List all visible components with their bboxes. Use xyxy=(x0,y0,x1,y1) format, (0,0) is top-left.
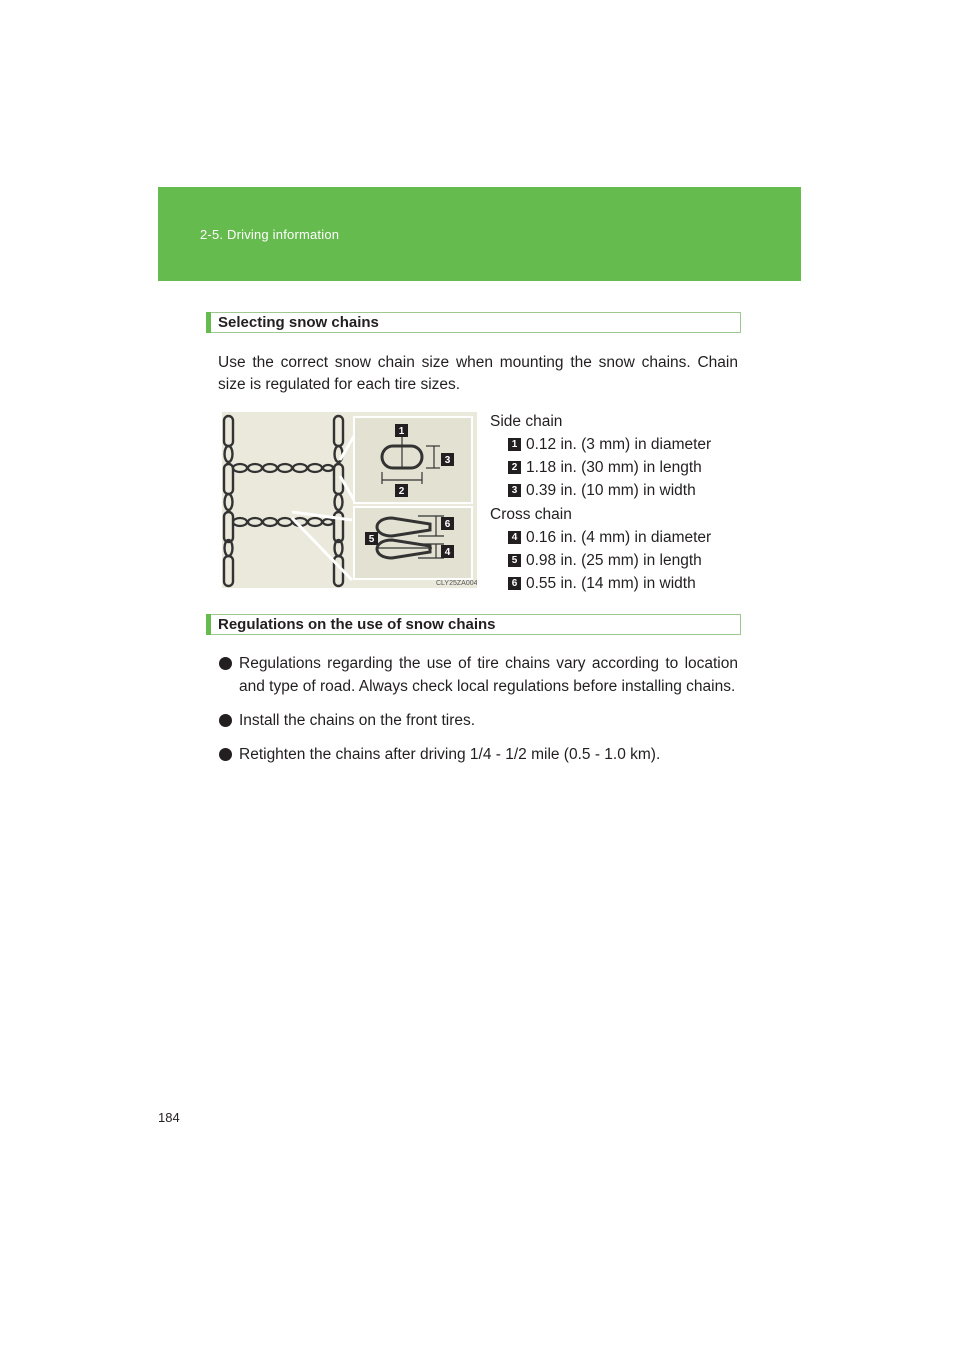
callout-5: 5 xyxy=(368,534,375,545)
bullet-icon xyxy=(219,657,232,670)
side-chain-detail xyxy=(354,417,472,503)
snow-chain-figure xyxy=(222,412,477,588)
spec-text-3: 0.39 in. (10 mm) in width xyxy=(526,482,696,499)
spec-item-2 xyxy=(508,456,711,479)
cross-chain-title: Cross chain xyxy=(490,506,572,523)
heading-accent xyxy=(206,312,211,333)
cross-chain-specs xyxy=(490,503,711,595)
spec-text-5: 0.98 in. (25 mm) in length xyxy=(526,552,702,569)
spec-item-3 xyxy=(508,479,711,502)
figure-code: CLY25ZA004 xyxy=(436,580,477,587)
callout-6: 6 xyxy=(444,519,451,530)
spec-item-5 xyxy=(508,549,711,572)
bullet-icon xyxy=(219,714,232,727)
header-band xyxy=(158,187,801,281)
spec-item-6 xyxy=(508,572,711,595)
heading-text: Regulations on the use of snow chains xyxy=(218,616,496,633)
spec-text-6: 0.55 in. (14 mm) in width xyxy=(526,575,696,592)
bullet-text: Retighten the chains after driving 1/4 - 1/2 mile (0.5 - 1.0 km). xyxy=(239,746,661,763)
regulations-list xyxy=(218,652,738,777)
badge-3: 3 xyxy=(508,484,521,497)
list-item xyxy=(218,743,738,766)
list-item xyxy=(218,709,738,732)
spec-item-1 xyxy=(508,433,711,456)
badge-1: 1 xyxy=(508,438,521,451)
heading-regulations xyxy=(206,614,741,635)
spec-text-4: 0.16 in. (4 mm) in diameter xyxy=(526,529,712,546)
badge-2: 2 xyxy=(508,461,521,474)
bullet-icon xyxy=(219,748,232,761)
heading-selecting-snow-chains xyxy=(206,312,741,333)
section-label: 2-5. Driving information xyxy=(200,227,340,242)
snow-chain-diagram xyxy=(222,412,477,588)
list-item xyxy=(218,652,738,698)
callout-4: 4 xyxy=(444,547,451,558)
side-chain-title: Side chain xyxy=(490,413,563,430)
badge-5: 5 xyxy=(508,554,521,567)
spec-text-1: 0.12 in. (3 mm) in diameter xyxy=(526,436,712,453)
spec-item-4 xyxy=(508,526,711,549)
spec-text-2: 1.18 in. (30 mm) in length xyxy=(526,459,702,476)
heading-accent xyxy=(206,614,211,635)
callout-1: 1 xyxy=(398,426,405,437)
page-number: 184 xyxy=(158,1110,180,1125)
callout-2: 2 xyxy=(398,486,405,497)
callout-3: 3 xyxy=(444,455,451,466)
badge-6: 6 xyxy=(508,577,521,590)
intro-paragraph: Use the correct snow chain size when mounting the snow chains. Chain size is regulated for each tire sizes. xyxy=(218,354,738,393)
bullet-text: Regulations regarding the use of tire chains vary according to location and type of road. Always check local regulations before installing chains. xyxy=(239,655,738,695)
badge-4: 4 xyxy=(508,531,521,544)
bullet-text: Install the chains on the front tires. xyxy=(239,712,476,729)
side-chain-specs xyxy=(490,410,711,502)
heading-text: Selecting snow chains xyxy=(218,314,379,331)
